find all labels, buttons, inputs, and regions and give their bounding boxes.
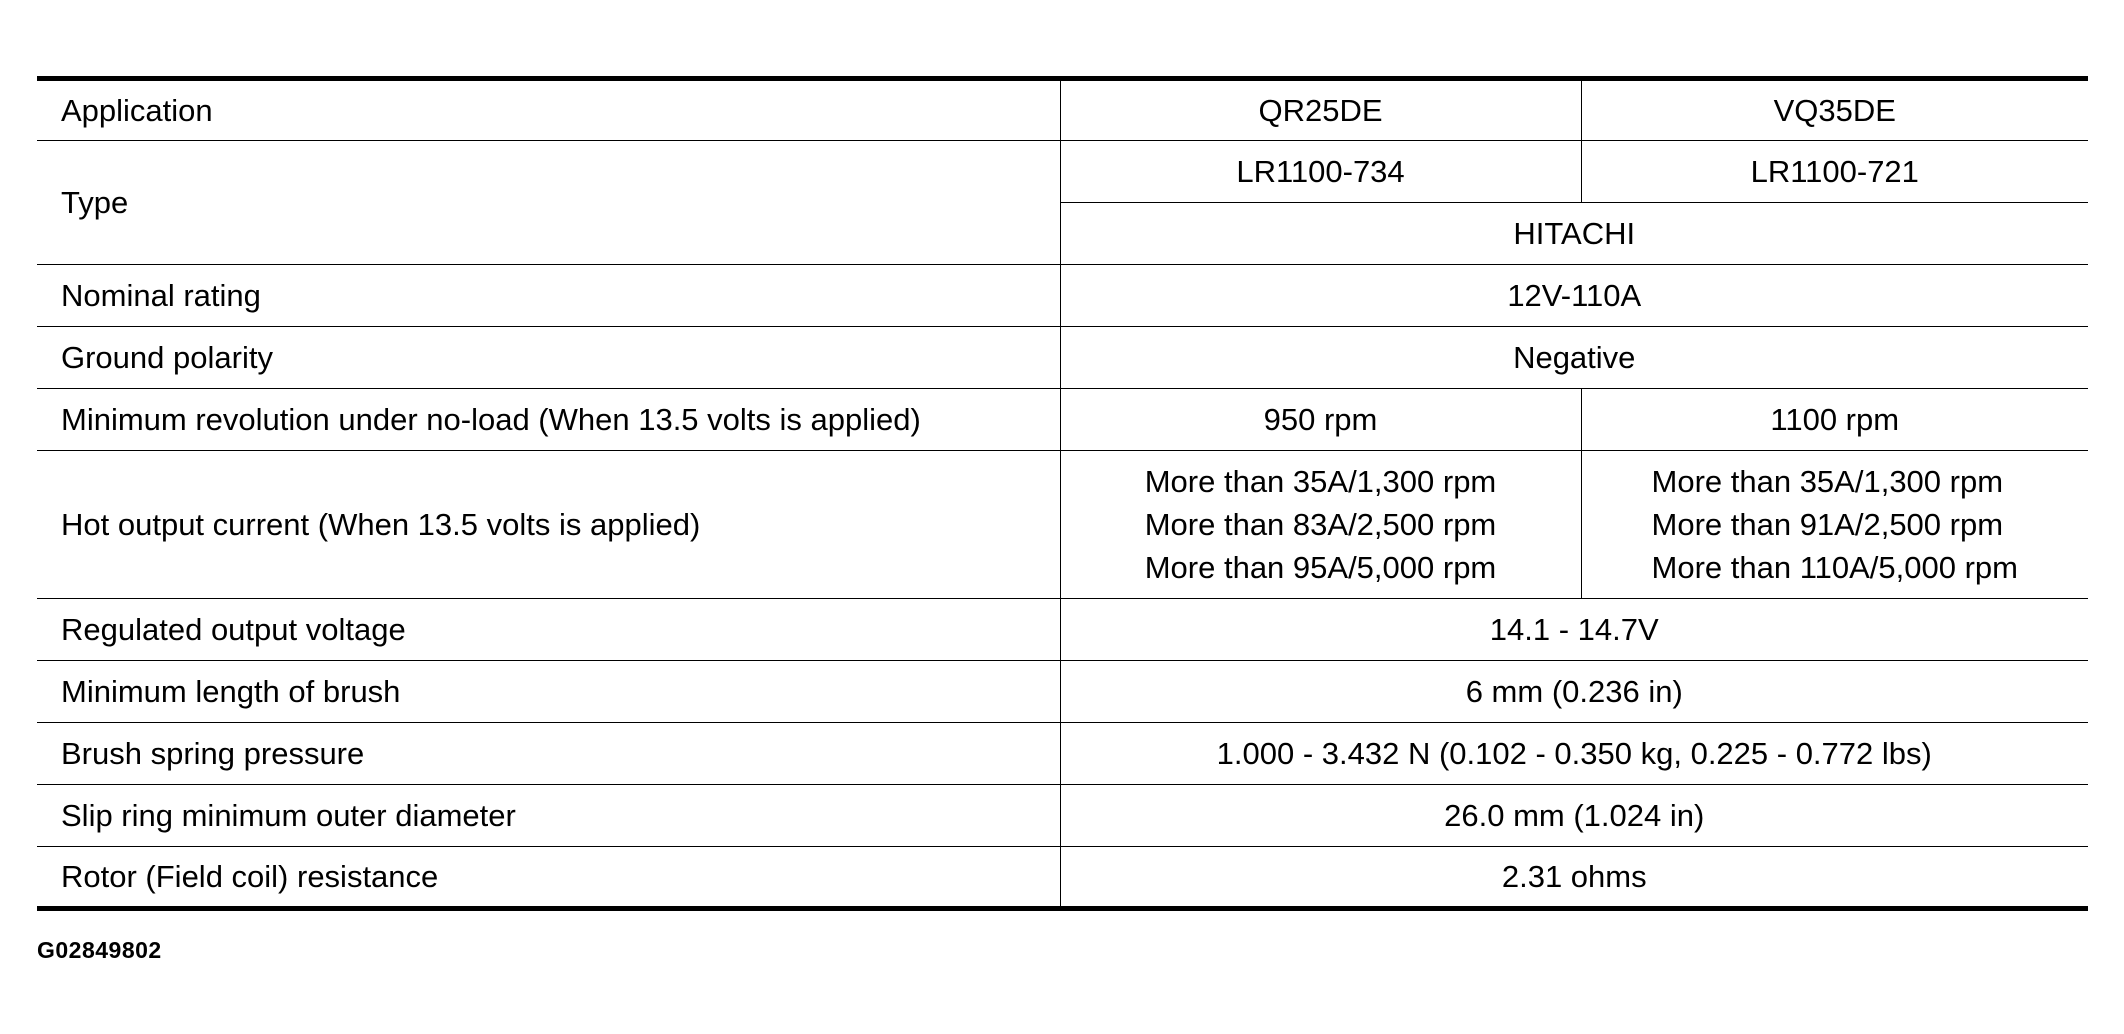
table-row-brush-length [37, 661, 2088, 723]
table-row-spring-pressure [37, 723, 2088, 785]
hot-output-list-qr25de [1145, 460, 1497, 589]
table-row-application [37, 79, 2088, 141]
hot-output-line: More than 35A/1,300 rpm [1651, 464, 2004, 499]
row-label-slip-ring: Slip ring minimum outer diameter [37, 785, 1060, 847]
hot-output-line: More than 91A/2,500 rpm [1651, 507, 2004, 542]
cell-maker: HITACHI [1060, 203, 2088, 265]
cell-min-revolution-qr25de: 950 rpm [1060, 389, 1581, 451]
cell-rotor-resistance: 2.31 ohms [1060, 847, 2088, 909]
spec-sheet [37, 76, 2088, 911]
row-label-application: Application [37, 79, 1060, 141]
table-row-min-revolution [37, 389, 2088, 451]
row-label-min-revolution: Minimum revolution under no-load (When 13.5 volts is applied) [37, 389, 1060, 451]
cell-min-revolution-vq35de: 1100 rpm [1581, 389, 2088, 451]
cell-slip-ring: 26.0 mm (1.024 in) [1060, 785, 2088, 847]
column-header-vq35de: VQ35DE [1581, 79, 2088, 141]
table-row-regulated-voltage [37, 599, 2088, 661]
hot-output-line: More than 83A/2,500 rpm [1144, 507, 1497, 542]
hot-output-line: More than 95A/5,000 rpm [1144, 550, 1497, 585]
figure-id: G02849802 [37, 937, 162, 963]
row-label-ground-polarity: Ground polarity [37, 327, 1060, 389]
cell-type-qr25de: LR1100-734 [1060, 141, 1581, 203]
row-label-nominal-rating: Nominal rating [37, 265, 1060, 327]
table-row-nominal-rating [37, 265, 2088, 327]
cell-spring-pressure: 1.000 - 3.432 N (0.102 - 0.350 kg, 0.225 - 0.772 lbs) [1060, 723, 2088, 785]
table-row-ground-polarity [37, 327, 2088, 389]
cell-ground-polarity: Negative [1060, 327, 2088, 389]
column-header-qr25de: QR25DE [1060, 79, 1581, 141]
hot-output-line: More than 35A/1,300 rpm [1144, 464, 1497, 499]
row-label-rotor-resistance: Rotor (Field coil) resistance [37, 847, 1060, 909]
row-label-regulated-voltage: Regulated output voltage [37, 599, 1060, 661]
cell-brush-length: 6 mm (0.236 in) [1060, 661, 2088, 723]
alternator-spec-table [37, 76, 2088, 911]
cell-hot-output-qr25de [1060, 451, 1581, 599]
row-label-brush-length: Minimum length of brush [37, 661, 1060, 723]
row-label-spring-pressure: Brush spring pressure [37, 723, 1060, 785]
cell-regulated-voltage: 14.1 - 14.7V [1060, 599, 2088, 661]
row-label-hot-output: Hot output current (When 13.5 volts is applied) [37, 451, 1060, 599]
cell-nominal-rating: 12V-110A [1060, 265, 2088, 327]
table-row-slip-ring [37, 785, 2088, 847]
table-row-type [37, 141, 2088, 203]
row-label-type: Type [37, 141, 1060, 265]
cell-type-vq35de: LR1100-721 [1581, 141, 2088, 203]
cell-hot-output-vq35de [1581, 451, 2088, 599]
hot-output-line: More than 110A/5,000 rpm [1651, 550, 2018, 585]
table-row-rotor-resistance [37, 847, 2088, 909]
table-row-hot-output [37, 451, 2088, 599]
hot-output-list-vq35de [1652, 460, 2018, 589]
